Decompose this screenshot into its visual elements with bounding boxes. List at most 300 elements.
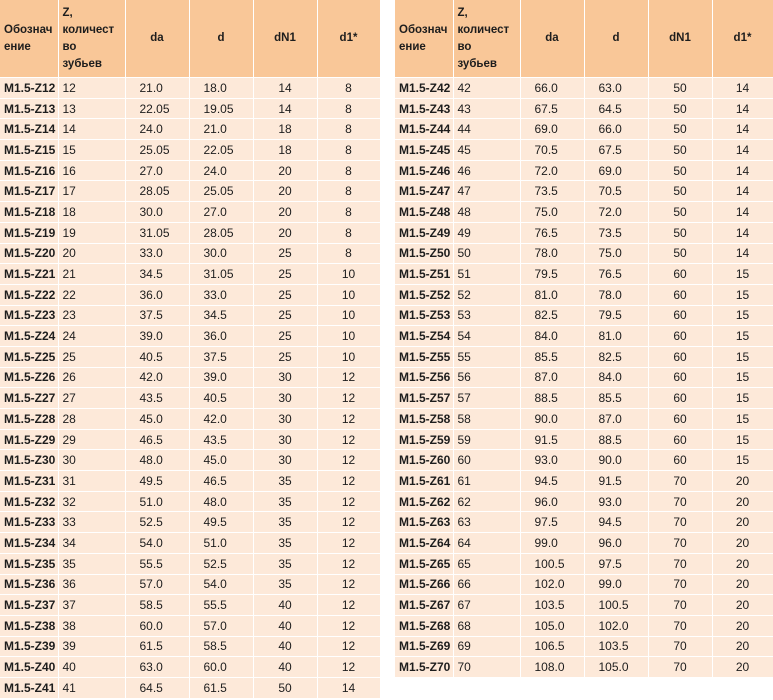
cell-da: 79.5: [520, 264, 584, 285]
cell-da: 100.5: [520, 553, 584, 574]
table-row: [395, 264, 773, 285]
cell-da: 63.0: [125, 657, 189, 678]
cell-dn1: 70: [648, 657, 712, 677]
table-row: [0, 595, 380, 616]
cell-da: 36.0: [125, 284, 189, 305]
cell-d1: 15: [712, 326, 773, 347]
cell-dn1: 60: [648, 429, 712, 450]
cell-d: 88.5: [584, 429, 648, 450]
cell-da: 64.5: [125, 677, 189, 697]
cell-da: 25.05: [125, 140, 189, 161]
table-header-row: [395, 0, 773, 78]
cell-teeth: 61: [453, 471, 520, 492]
header-da: da: [125, 0, 189, 78]
cell-da: 37.5: [125, 305, 189, 326]
cell-dn1: 25: [253, 264, 317, 285]
cell-da: 54.0: [125, 533, 189, 554]
table-row: [0, 574, 380, 595]
cell-da: 39.0: [125, 326, 189, 347]
cell-teeth: 53: [453, 305, 520, 326]
cell-da: 73.5: [520, 181, 584, 202]
cell-dn1: 50: [648, 140, 712, 161]
table-row: [0, 409, 380, 430]
table-row: [395, 615, 773, 636]
cell-designation: M1.5-Z25: [0, 346, 58, 367]
cell-d1: 14: [712, 78, 773, 99]
cell-dn1: 25: [253, 326, 317, 347]
cell-dn1: 14: [253, 98, 317, 119]
cell-teeth: 29: [58, 429, 125, 450]
cell-teeth: 27: [58, 388, 125, 409]
cell-da: 97.5: [520, 512, 584, 533]
cell-designation: M1.5-Z42: [395, 78, 453, 99]
cell-designation: M1.5-Z19: [0, 222, 58, 243]
cell-dn1: 50: [648, 78, 712, 99]
table-row: [0, 429, 380, 450]
cell-dn1: 30: [253, 409, 317, 430]
cell-d1: 8: [317, 243, 380, 264]
cell-d1: 14: [712, 202, 773, 223]
table-row: [395, 636, 773, 657]
cell-teeth: 16: [58, 160, 125, 181]
cell-da: 33.0: [125, 243, 189, 264]
cell-d1: 14: [712, 119, 773, 140]
cell-teeth: 28: [58, 409, 125, 430]
cell-teeth: 17: [58, 181, 125, 202]
cell-teeth: 51: [453, 264, 520, 285]
cell-dn1: 20: [253, 181, 317, 202]
cell-dn1: 70: [648, 512, 712, 533]
cell-da: 28.05: [125, 181, 189, 202]
cell-d: 51.0: [189, 533, 253, 554]
cell-d1: 14: [712, 181, 773, 202]
cell-teeth: 34: [58, 533, 125, 554]
cell-da: 45.0: [125, 409, 189, 430]
table-row: [0, 450, 380, 471]
cell-d1: 20: [712, 574, 773, 595]
cell-da: 24.0: [125, 119, 189, 140]
cell-designation: M1.5-Z59: [395, 429, 453, 450]
cell-dn1: 50: [253, 677, 317, 697]
cell-d1: 12: [317, 553, 380, 574]
cell-teeth: 69: [453, 636, 520, 657]
cell-d: 60.0: [189, 657, 253, 678]
cell-d1: 12: [317, 595, 380, 616]
cell-da: 88.5: [520, 388, 584, 409]
cell-d: 91.5: [584, 471, 648, 492]
cell-da: 60.0: [125, 615, 189, 636]
cell-designation: M1.5-Z53: [395, 305, 453, 326]
cell-dn1: 70: [648, 553, 712, 574]
cell-d: 39.0: [189, 367, 253, 388]
table-row: [395, 98, 773, 119]
cell-designation: M1.5-Z21: [0, 264, 58, 285]
cell-da: 72.0: [520, 160, 584, 181]
table-row: [395, 409, 773, 430]
cell-d1: 20: [712, 533, 773, 554]
table-row: [395, 491, 773, 512]
cell-designation: M1.5-Z52: [395, 284, 453, 305]
table-row: [0, 326, 380, 347]
cell-designation: M1.5-Z37: [0, 595, 58, 616]
cell-da: 85.5: [520, 346, 584, 367]
cell-dn1: 20: [253, 222, 317, 243]
cell-d1: 8: [317, 98, 380, 119]
table-row: [395, 450, 773, 471]
cell-d1: 20: [712, 491, 773, 512]
table-row: [0, 677, 380, 697]
cell-dn1: 70: [648, 615, 712, 636]
cell-dn1: 30: [253, 429, 317, 450]
cell-designation: M1.5-Z34: [0, 533, 58, 554]
cell-d1: 8: [317, 202, 380, 223]
cell-designation: M1.5-Z64: [395, 533, 453, 554]
cell-designation: M1.5-Z67: [395, 595, 453, 616]
table-row: [0, 512, 380, 533]
table-row: [395, 202, 773, 223]
table-row: [395, 512, 773, 533]
cell-da: 99.0: [520, 533, 584, 554]
cell-da: 55.5: [125, 553, 189, 574]
cell-teeth: 36: [58, 574, 125, 595]
table-row: [0, 367, 380, 388]
cell-d: 61.5: [189, 677, 253, 697]
cell-d: 64.5: [584, 98, 648, 119]
cell-d1: 12: [317, 636, 380, 657]
cell-dn1: 35: [253, 471, 317, 492]
table-row: [395, 181, 773, 202]
cell-d: 97.5: [584, 553, 648, 574]
cell-designation: M1.5-Z41: [0, 677, 58, 697]
cell-designation: M1.5-Z57: [395, 388, 453, 409]
cell-d1: 10: [317, 305, 380, 326]
cell-da: 48.0: [125, 450, 189, 471]
header-da: da: [520, 0, 584, 78]
cell-designation: M1.5-Z31: [0, 471, 58, 492]
cell-designation: M1.5-Z60: [395, 450, 453, 471]
cell-teeth: 63: [453, 512, 520, 533]
cell-teeth: 46: [453, 160, 520, 181]
cell-designation: M1.5-Z54: [395, 326, 453, 347]
table-row: [395, 657, 773, 677]
cell-teeth: 44: [453, 119, 520, 140]
cell-designation: M1.5-Z13: [0, 98, 58, 119]
cell-da: 22.05: [125, 98, 189, 119]
table-row: [0, 78, 380, 99]
cell-teeth: 45: [453, 140, 520, 161]
cell-teeth: 55: [453, 346, 520, 367]
cell-teeth: 38: [58, 615, 125, 636]
cell-teeth: 64: [453, 533, 520, 554]
cell-dn1: 60: [648, 367, 712, 388]
cell-teeth: 39: [58, 636, 125, 657]
cell-d: 28.05: [189, 222, 253, 243]
cell-teeth: 60: [453, 450, 520, 471]
cell-dn1: 50: [648, 222, 712, 243]
header-d1: d1*: [712, 0, 773, 78]
cell-da: 105.0: [520, 615, 584, 636]
cell-teeth: 25: [58, 346, 125, 367]
cell-d: 84.0: [584, 367, 648, 388]
cell-da: 70.5: [520, 140, 584, 161]
cell-designation: M1.5-Z28: [0, 409, 58, 430]
cell-designation: M1.5-Z33: [0, 512, 58, 533]
table-row: [395, 429, 773, 450]
cell-d: 48.0: [189, 491, 253, 512]
cell-dn1: 60: [648, 264, 712, 285]
cell-d: 78.0: [584, 284, 648, 305]
cell-d1: 8: [317, 181, 380, 202]
cell-d1: 10: [317, 284, 380, 305]
cell-d1: 10: [317, 326, 380, 347]
cell-teeth: 41: [58, 677, 125, 697]
cell-teeth: 24: [58, 326, 125, 347]
cell-dn1: 50: [648, 119, 712, 140]
cell-d1: 8: [317, 160, 380, 181]
cell-d: 102.0: [584, 615, 648, 636]
cell-dn1: 40: [253, 615, 317, 636]
cell-dn1: 25: [253, 284, 317, 305]
cell-d: 81.0: [584, 326, 648, 347]
cell-dn1: 25: [253, 305, 317, 326]
cell-dn1: 40: [253, 657, 317, 678]
cell-d: 96.0: [584, 533, 648, 554]
header-dn1: dN1: [648, 0, 712, 78]
cell-d: 54.0: [189, 574, 253, 595]
cell-designation: M1.5-Z48: [395, 202, 453, 223]
cell-dn1: 20: [253, 160, 317, 181]
cell-d: 36.0: [189, 326, 253, 347]
cell-da: 69.0: [520, 119, 584, 140]
cell-d: 63.0: [584, 78, 648, 99]
cell-d: 40.5: [189, 388, 253, 409]
cell-d1: 12: [317, 491, 380, 512]
cell-teeth: 52: [453, 284, 520, 305]
cell-d1: 8: [317, 78, 380, 99]
cell-dn1: 50: [648, 243, 712, 264]
cell-d: 31.05: [189, 264, 253, 285]
table-row: [0, 305, 380, 326]
cell-d: 93.0: [584, 491, 648, 512]
cell-dn1: 30: [253, 367, 317, 388]
cell-d1: 12: [317, 450, 380, 471]
cell-d1: 14: [712, 98, 773, 119]
table-row: [395, 284, 773, 305]
cell-dn1: 25: [253, 346, 317, 367]
cell-teeth: 65: [453, 553, 520, 574]
cell-d: 25.05: [189, 181, 253, 202]
cell-designation: M1.5-Z61: [395, 471, 453, 492]
cell-dn1: 14: [253, 78, 317, 99]
cell-d: 66.0: [584, 119, 648, 140]
cell-d1: 12: [317, 533, 380, 554]
header-dn1: dN1: [253, 0, 317, 78]
cell-designation: M1.5-Z49: [395, 222, 453, 243]
cell-d: 99.0: [584, 574, 648, 595]
cell-dn1: 60: [648, 346, 712, 367]
cell-teeth: 43: [453, 98, 520, 119]
cell-dn1: 60: [648, 450, 712, 471]
cell-designation: M1.5-Z62: [395, 491, 453, 512]
cell-d: 57.0: [189, 615, 253, 636]
cell-d: 49.5: [189, 512, 253, 533]
cell-d1: 12: [317, 512, 380, 533]
cell-designation: M1.5-Z17: [0, 181, 58, 202]
cell-teeth: 40: [58, 657, 125, 678]
cell-d: 85.5: [584, 388, 648, 409]
table-row: [0, 657, 380, 678]
table-row: [0, 202, 380, 223]
cell-designation: M1.5-Z50: [395, 243, 453, 264]
cell-d1: 12: [317, 429, 380, 450]
cell-da: 87.0: [520, 367, 584, 388]
cell-designation: M1.5-Z12: [0, 78, 58, 99]
table-row: [0, 346, 380, 367]
table-row: [0, 140, 380, 161]
cell-da: 94.5: [520, 471, 584, 492]
cell-d: 100.5: [584, 595, 648, 616]
table-row: [0, 491, 380, 512]
cell-da: 31.05: [125, 222, 189, 243]
cell-teeth: 42: [453, 78, 520, 99]
cell-d1: 14: [712, 140, 773, 161]
cell-d1: 15: [712, 450, 773, 471]
cell-da: 108.0: [520, 657, 584, 677]
table-row: [0, 388, 380, 409]
cell-da: 49.5: [125, 471, 189, 492]
table-row: [395, 305, 773, 326]
cell-teeth: 23: [58, 305, 125, 326]
cell-teeth: 68: [453, 615, 520, 636]
cell-da: 75.0: [520, 202, 584, 223]
cell-designation: M1.5-Z16: [0, 160, 58, 181]
table-row: [0, 160, 380, 181]
header-d: d: [189, 0, 253, 78]
cell-d: 87.0: [584, 409, 648, 430]
cell-teeth: 13: [58, 98, 125, 119]
cell-designation: M1.5-Z58: [395, 409, 453, 430]
cell-teeth: 57: [453, 388, 520, 409]
cell-dn1: 60: [648, 388, 712, 409]
cell-da: 58.5: [125, 595, 189, 616]
cell-da: 91.5: [520, 429, 584, 450]
cell-teeth: 33: [58, 512, 125, 533]
table-row: [0, 222, 380, 243]
cell-designation: M1.5-Z43: [395, 98, 453, 119]
cell-teeth: 67: [453, 595, 520, 616]
cell-teeth: 21: [58, 264, 125, 285]
table-row: [0, 636, 380, 657]
cell-designation: M1.5-Z70: [395, 657, 453, 677]
cell-designation: M1.5-Z29: [0, 429, 58, 450]
cell-designation: M1.5-Z46: [395, 160, 453, 181]
cell-designation: M1.5-Z22: [0, 284, 58, 305]
cell-dn1: 70: [648, 533, 712, 554]
table-row: [395, 140, 773, 161]
cell-dn1: 40: [253, 636, 317, 657]
header-d1: d1*: [317, 0, 380, 78]
cell-dn1: 50: [648, 181, 712, 202]
cell-teeth: 48: [453, 202, 520, 223]
cell-dn1: 35: [253, 512, 317, 533]
table-header-row: [0, 0, 380, 78]
cell-dn1: 70: [648, 595, 712, 616]
cell-da: 90.0: [520, 409, 584, 430]
cell-d: 105.0: [584, 657, 648, 677]
cell-designation: M1.5-Z39: [0, 636, 58, 657]
cell-da: 52.5: [125, 512, 189, 533]
cell-d1: 8: [317, 222, 380, 243]
cell-da: 30.0: [125, 202, 189, 223]
cell-dn1: 50: [648, 160, 712, 181]
cell-d1: 10: [317, 346, 380, 367]
cell-d1: 14: [712, 222, 773, 243]
cell-designation: M1.5-Z32: [0, 491, 58, 512]
cell-teeth: 14: [58, 119, 125, 140]
cell-d1: 15: [712, 346, 773, 367]
cell-designation: M1.5-Z27: [0, 388, 58, 409]
table-row: [395, 78, 773, 99]
cell-da: 76.5: [520, 222, 584, 243]
cell-designation: M1.5-Z69: [395, 636, 453, 657]
table-row: [395, 160, 773, 181]
cell-designation: M1.5-Z15: [0, 140, 58, 161]
cell-da: 42.0: [125, 367, 189, 388]
table-row: [395, 346, 773, 367]
cell-d1: 20: [712, 512, 773, 533]
cell-d1: 15: [712, 409, 773, 430]
table-row: [395, 595, 773, 616]
cell-d: 46.5: [189, 471, 253, 492]
cell-designation: M1.5-Z38: [0, 615, 58, 636]
header-teeth: Z, количест во зубьев: [453, 0, 520, 78]
header-designation: Обознач ение: [395, 0, 453, 78]
cell-designation: M1.5-Z66: [395, 574, 453, 595]
header-teeth: Z, количест во зубьев: [58, 0, 125, 78]
cell-dn1: 70: [648, 491, 712, 512]
cell-d: 90.0: [584, 450, 648, 471]
cell-d: 75.0: [584, 243, 648, 264]
cell-dn1: 40: [253, 595, 317, 616]
cell-d: 37.5: [189, 346, 253, 367]
cell-da: 78.0: [520, 243, 584, 264]
cell-da: 93.0: [520, 450, 584, 471]
table-row: [0, 615, 380, 636]
cell-dn1: 30: [253, 450, 317, 471]
cell-dn1: 70: [648, 471, 712, 492]
cell-dn1: 35: [253, 533, 317, 554]
cell-d1: 20: [712, 657, 773, 677]
cell-designation: M1.5-Z56: [395, 367, 453, 388]
cell-designation: M1.5-Z55: [395, 346, 453, 367]
cell-teeth: 20: [58, 243, 125, 264]
cell-d: 22.05: [189, 140, 253, 161]
cell-d: 42.0: [189, 409, 253, 430]
cell-da: 82.5: [520, 305, 584, 326]
cell-teeth: 35: [58, 553, 125, 574]
cell-teeth: 59: [453, 429, 520, 450]
cell-dn1: 35: [253, 574, 317, 595]
cell-dn1: 50: [648, 202, 712, 223]
table-row: [0, 264, 380, 285]
cell-d1: 12: [317, 574, 380, 595]
table-row: [395, 367, 773, 388]
cell-teeth: 66: [453, 574, 520, 595]
cell-d: 18.0: [189, 78, 253, 99]
cell-designation: M1.5-Z23: [0, 305, 58, 326]
cell-d: 43.5: [189, 429, 253, 450]
cell-d: 73.5: [584, 222, 648, 243]
